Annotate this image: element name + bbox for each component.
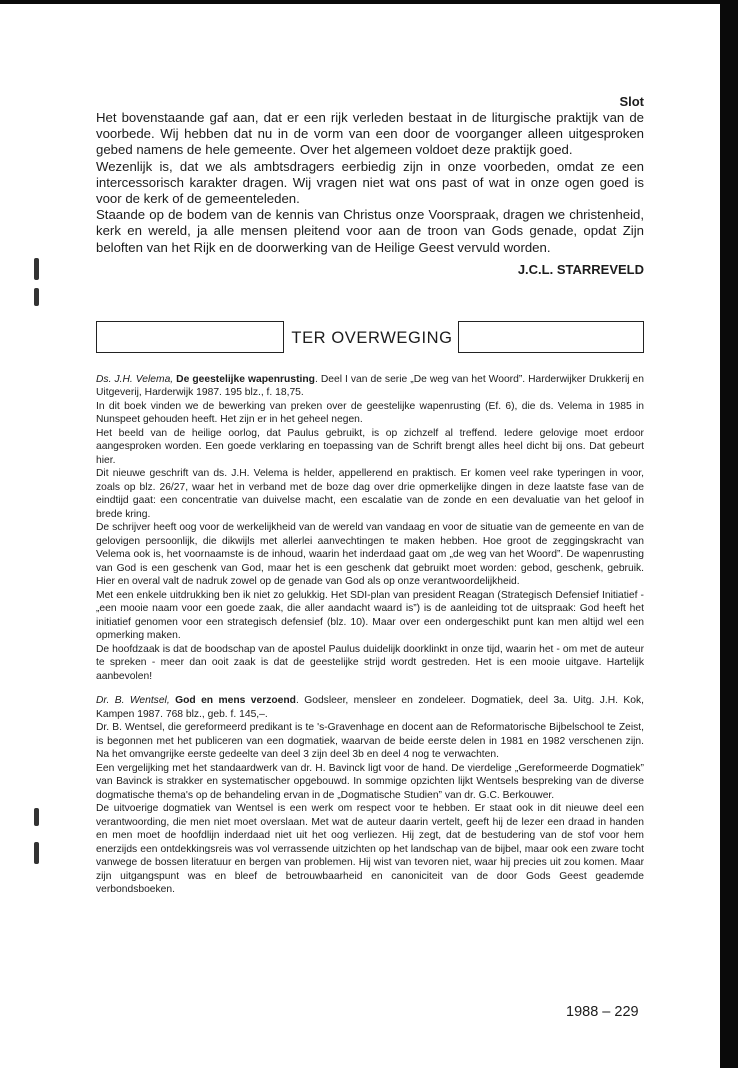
review-paragraph: Een vergelijking met het standaardwerk van dr. H. Bavinck ligt voor de hand. De vierdelige „Gereformeerde Dogmatiek” van Bavinck is strakker en systematischer opgebouwd. In sommige opzichten lijkt Wentsels bespreking van de diverse dogmatische thema's op de behandeling ervan in de „Dogmatische Studien” van dr. G.C. Berkouwer. [96,762,644,801]
review-paragraph: Het beeld van de heilige oorlog, dat Paulus gebruikt, is op zichzelf al treffend. Iedere gelovige moet erdoor aangesproken worden. Een goede verklaring en toepassing van de Schrift brengt alles heel dicht bij ons. Dat gebeurt hier. [96,427,644,466]
article-paragraph: Het bovenstaande gaf aan, dat er een rijk verleden bestaat in de liturgische praktijk van de voorbede. Wij hebben dat nu in de vorm van een door de voorganger alleen uitgesproken gebed namens de hele gemeente. Over het algemeen voldoet deze praktijk goed. [96,110,644,158]
review-paragraph: In dit boek vinden we de bewerking van preken over de geestelijke wapenrusting (Ef. 6), die ds. Velema in 1985 in Nunspeet gehouden heeft. Het zijn er in het geheel negen. [96,400,644,426]
review-author: Ds. J.H. Velema, [96,373,174,385]
book-reviews [96,373,644,897]
book-review [96,694,644,897]
review-header [96,694,644,721]
page-number: 1988 – 229 [566,1004,639,1020]
review-author: Dr. B. Wentsel, [96,695,170,707]
review-header [96,373,644,400]
review-paragraph: De hoofdzaak is dat de boodschap van de apostel Paulus duidelijk doorklinkt in onze tijd, waarin het - om met de auteur te spreken - meer dan ooit zaak is dat de geestelijke strijd wordt gestreden. Het is een mooie uitgave. Hartelijk aanbevolen! [96,643,644,682]
page-content [96,94,644,908]
review-title: De geestelijke wapenrusting [176,373,315,385]
binding-mark [34,258,39,280]
binding-mark [34,288,39,306]
review-paragraph: De uitvoerige dogmatiek van Wentsel is een werk om respect voor te hebben. Er staat ook in dit nieuwe deel een verantwoording, die men niet moet overslaan. Met wat de auteur daarin vertelt, geeft hij de lezer een draad in handen en men moet de hoofdlijn inderdaad niet uit het oog verliezen. Hij zegt, dat de bestudering van de stof voor hem enerzijds een ontdekkingsreis was vol verrassende uitzichten op het landschap van de bijbel, maar ook een zware tocht vanwege de bossen literatuur en bergen van problemen. Hij wist van tevoren niet, waar hij precies uit zou komen. Maar zijn uitgangspunt was en bleef de betrouwbaarheid en canoniciteit van de door Gods Geest geademde verbondsboeken. [96,803,644,896]
book-review [96,373,644,684]
review-citation: . Godsleer, mensleer en zondeleer. Dogmatiek, deel 3a. Uitg. J.H. Kok, Kampen 1987. 768 blz., geb. f. 145,–. [96,695,644,720]
section-label: Slot [619,94,644,109]
review-title: God en mens verzoend [175,695,296,707]
article-paragraph: Wezenlijk is, dat we als ambtsdragers eerbiedig zijn in onze voorbeden, omdat ze een intercessorisch karakter dragen. Wij vragen niet wat ons past of wat in onze ogen goed is voor de kerk of de gemeenteleden. [96,158,644,207]
article-paragraph: Staande op de bodem van de kennis van Christus onze Voorspraak, dragen we christenheid, kerk en wereld, ja alle mensen pleitend voor aan de troon van Gods genade, opdat Zijn beloften van het Rijk en de doorwerking van de Heilige Geest vervuld worden. [96,207,644,255]
banner-frame-right [458,321,644,353]
binding-mark [34,842,39,864]
review-paragraph: Dit nieuwe geschrift van ds. J.H. Velema is helder, appellerend en praktisch. Er komen veel rake typeringen in voor, zoals op blz. 26/27, waar het in verband met de boze dag over drie opmerkelijke dingen in deze laatste fase van de eindtijd gaat: een concentratie van duivelse macht, een escalatie van de zonde en een devaluatie van het geloof in brede kring. [96,468,644,520]
scan-edge-right [720,0,738,1068]
section-banner [96,321,644,355]
banner-frame-left [96,321,284,353]
binding-mark [34,808,39,826]
review-paragraph: Met een enkele uitdrukking ben ik niet zo gelukkig. Het SDI-plan van president Reagan (Strategisch Defensief Initiatief - „een mooie naam voor een goede zaak, die aller aandacht waard is”) is de aanleiding tot de uitspraak: God heeft het initiatief genomen voor een strategisch defensief (blz. 10). Maar over een ondergeschikt punt kan men altijd wel een opmerking maken. [96,589,644,642]
author-signature: J.C.L. STARREVELD [517,261,644,277]
section-title: TER OVERWEGING [291,328,453,347]
article-body [96,110,644,256]
review-citation: . Deel I van de serie „De weg van het Woord”. Harderwijker Drukkerij en Uitgeverij, Harderwijk 1987. 195 blz., f. 18,75. [96,373,644,399]
review-paragraph: De schrijver heeft oog voor de werkelijkheid van de wereld van vandaag en voor de situatie van de gemeente en van de gelovigen persoonlijk, die dikwijls met allerlei aanvechtingen te maken hebben. Hoe groot de zeggingskracht van Velema ook is, het voornaamste is de inhoud, waarin het inderdaad gaat om „de weg van het Woord”. De wapenrusting van God is een geschenk van God, maar het is een geschenk dat gebruikt moet worden: gebod, geschenk, gebruik. Hier en overal valt de nadruk zowel op de genade van God als op onze verantwoordelijkheid. [96,522,644,588]
review-paragraph: Dr. B. Wentsel, die gereformeerd predikant is te 's-Gravenhage en docent aan de Reformatorische Bijbelschool te Zeist, is begonnen met het publiceren van een dogmatiek, waarvan de beide eerste delen in 1981 en 1982 verschenen zijn. Na het omvangrijke eerste gedeelte van deel 3 zijn deel 3b en deel 4 nog te verwachten. [96,722,644,761]
scan-edge-top [0,0,738,4]
